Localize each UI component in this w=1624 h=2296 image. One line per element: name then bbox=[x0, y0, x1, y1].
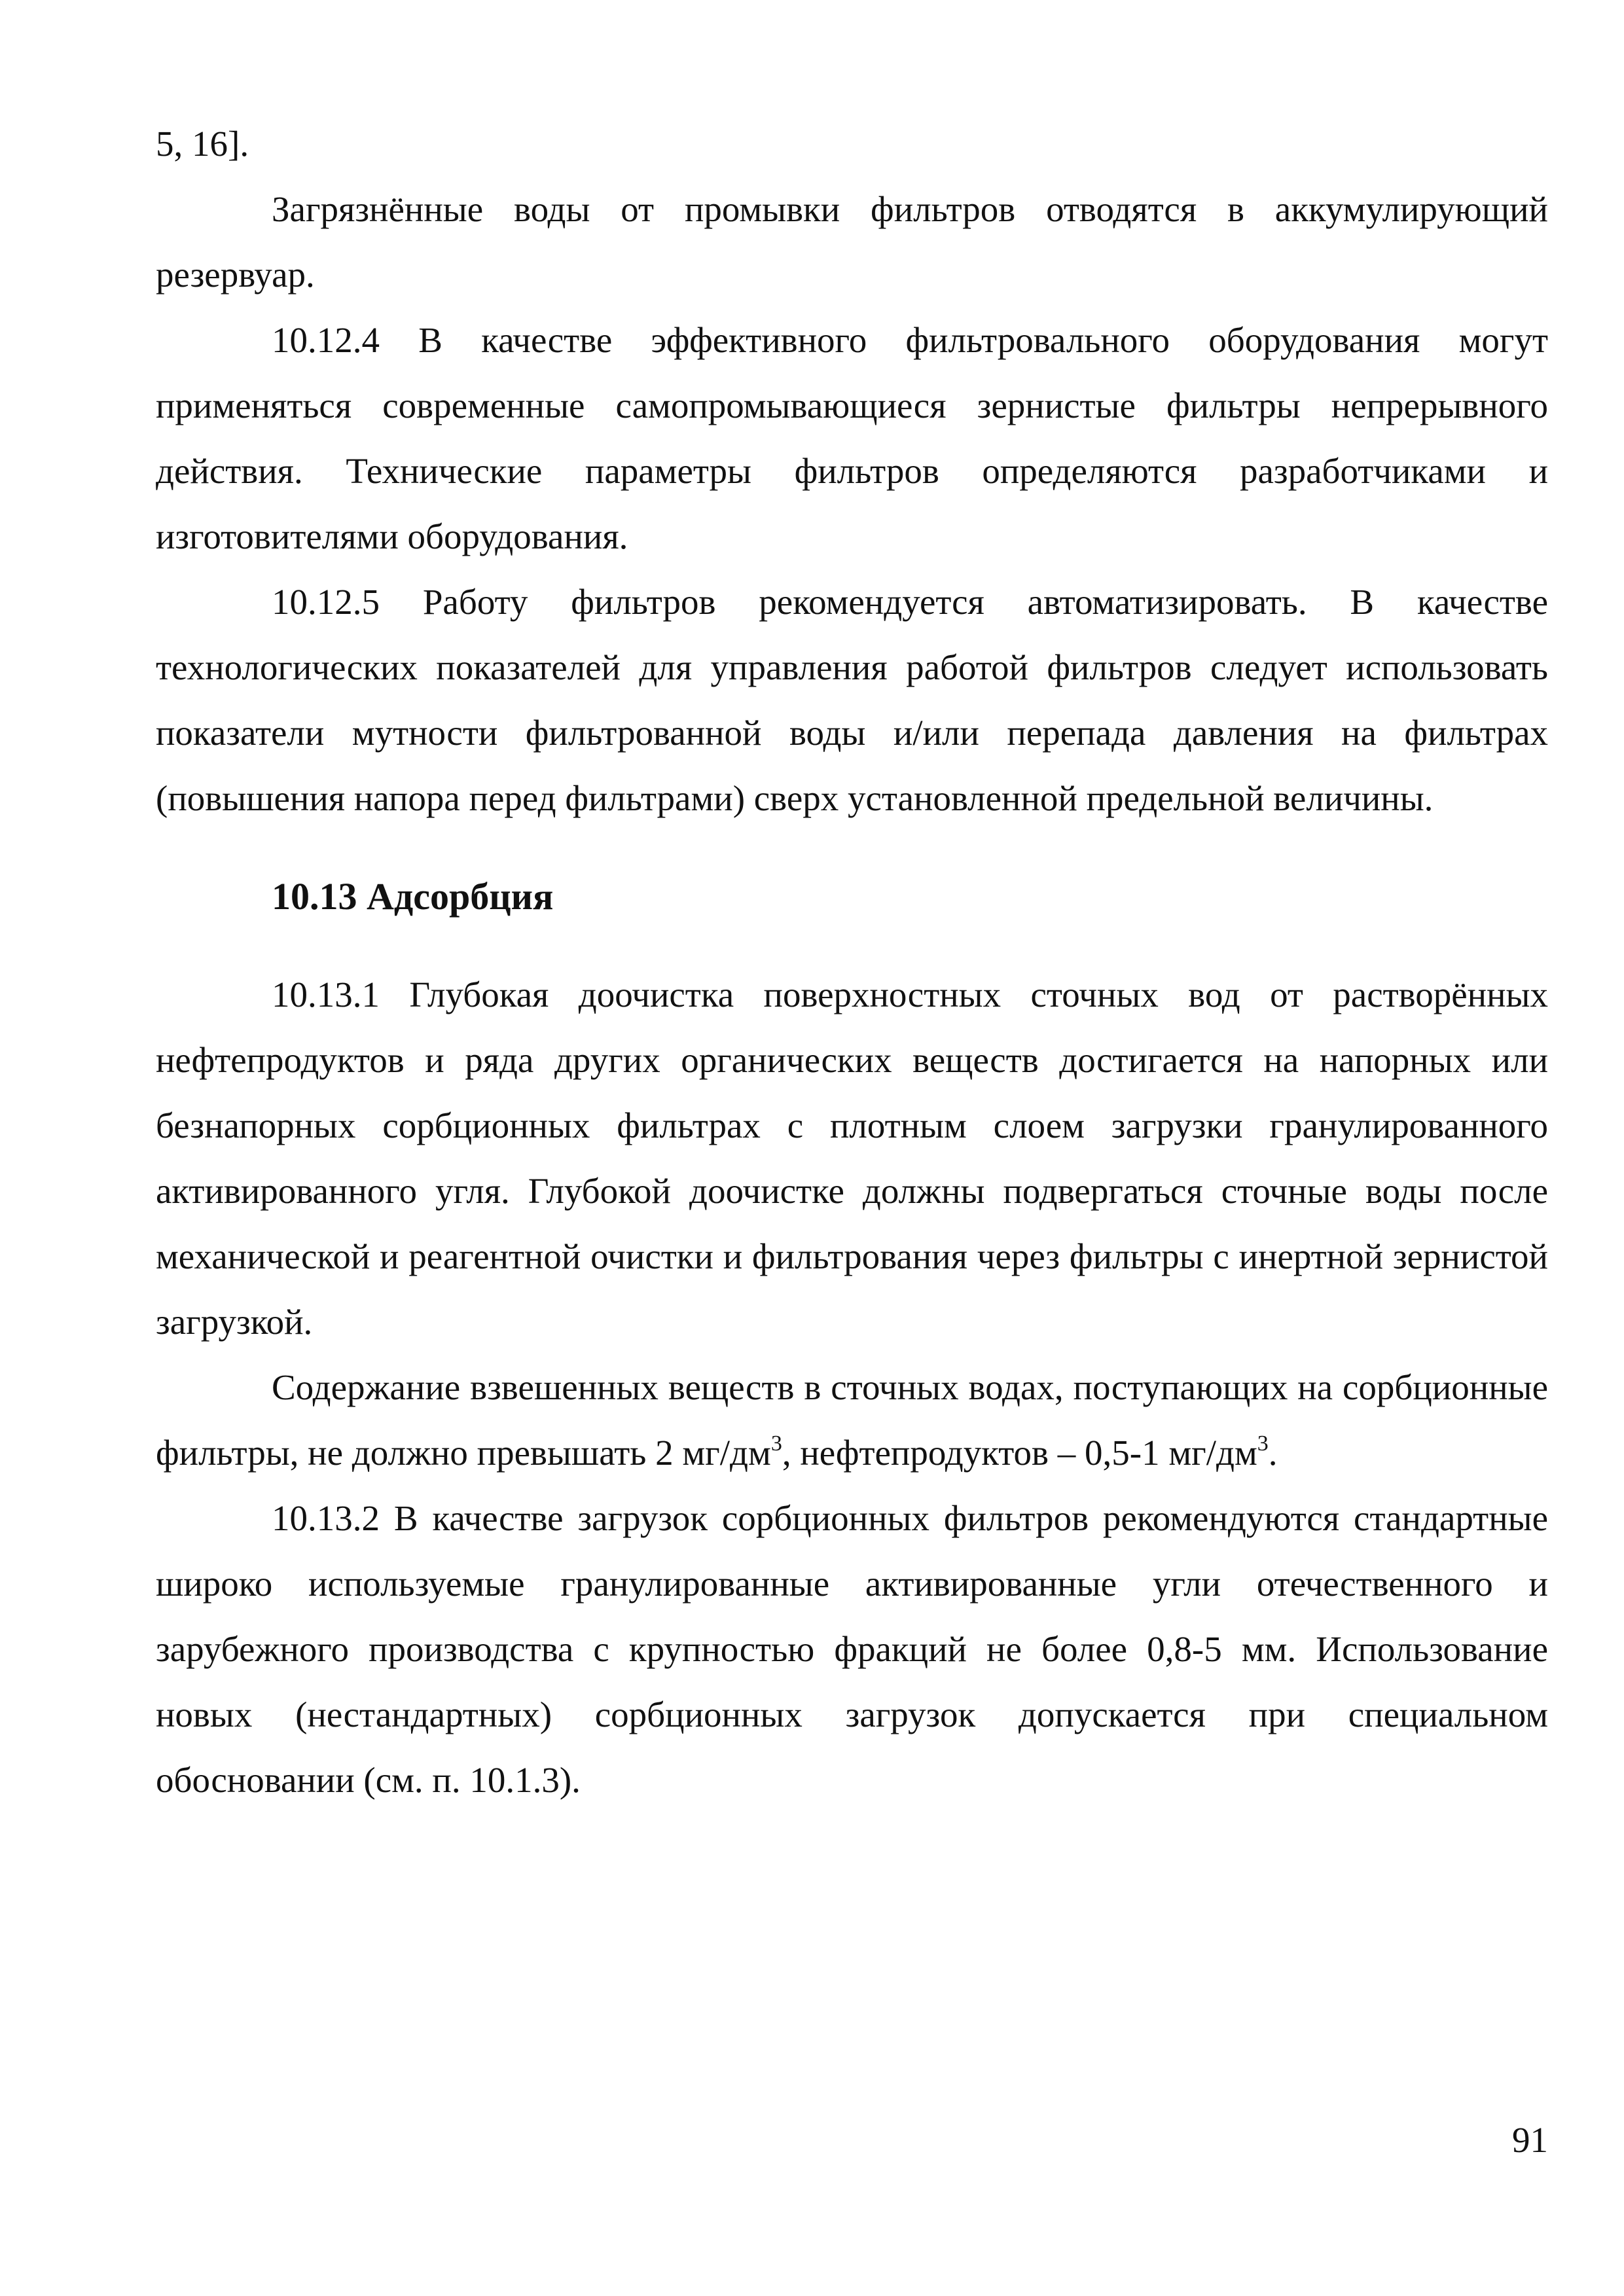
paragraph-continuation: 5, 16]. bbox=[156, 124, 249, 164]
paragraph-10-13-1: 10.13.1 Глубокая доочистка поверхностных сточных вод от растворённых нефтепродуктов и ряда других органических веществ достигается на напорных или безнапорных сорбционных фильтрах с плотным слоем загрузки гранулированного активированного угля. Глубокой доочистке должны подвергаться сточные воды после механической и реагентной очистки и фильтрования через фильтры с инертной зернистой загрузкой. bbox=[156, 975, 1548, 1342]
paragraph-contaminated-water: Загрязнённые воды от промывки фильтров отводятся в аккумулирующий резервуар. bbox=[156, 189, 1548, 295]
superscript-3: 3 bbox=[1257, 1431, 1269, 1456]
suspended-text-part1: Содержание взвешенных веществ в сточных водах, поступающих на сорбционные фильтры, не должно превышать 2 мг/дм bbox=[156, 1367, 1548, 1473]
paragraph-10-12-4: 10.12.4 В качестве эффективного фильтровального оборудования могут применяться современные самопромывающиеся зернистые фильтры непрерывного действия. Технические параметры фильтров определяются разработчиками и изготовителями оборудования. bbox=[156, 320, 1548, 556]
paragraph-suspended-solids bbox=[156, 1355, 1548, 1486]
page-number: 91 bbox=[1512, 2120, 1548, 2160]
section-heading-adsorption: 10.13 Адсорбция bbox=[272, 875, 554, 918]
suspended-text-part3: . bbox=[1268, 1433, 1278, 1473]
superscript-3: 3 bbox=[770, 1431, 782, 1456]
paragraph-10-13-2: 10.13.2 В качестве загрузок сорбционных фильтров рекомендуются стандартные широко используемые гранулированные активированные угли отечественного и зарубежного производства с крупностью фракций не более 0,8-5 мм. Использование новых (нестандартных) сорбционных загрузок допускается при специальном обосновании (см. п. 10.1.3). bbox=[156, 1498, 1548, 1800]
document-page bbox=[156, 111, 1548, 1813]
suspended-text-part2: , нефтепродуктов – 0,5-1 мг/дм bbox=[782, 1433, 1257, 1473]
paragraph-10-12-5: 10.12.5 Работу фильтров рекомендуется автоматизировать. В качестве технологических показателей для управления работой фильтров следует использовать показатели мутности фильтрованной воды и/или перепада давления на фильтрах (повышения напора перед фильтрами) сверх установленной предельной величины. bbox=[156, 582, 1548, 818]
